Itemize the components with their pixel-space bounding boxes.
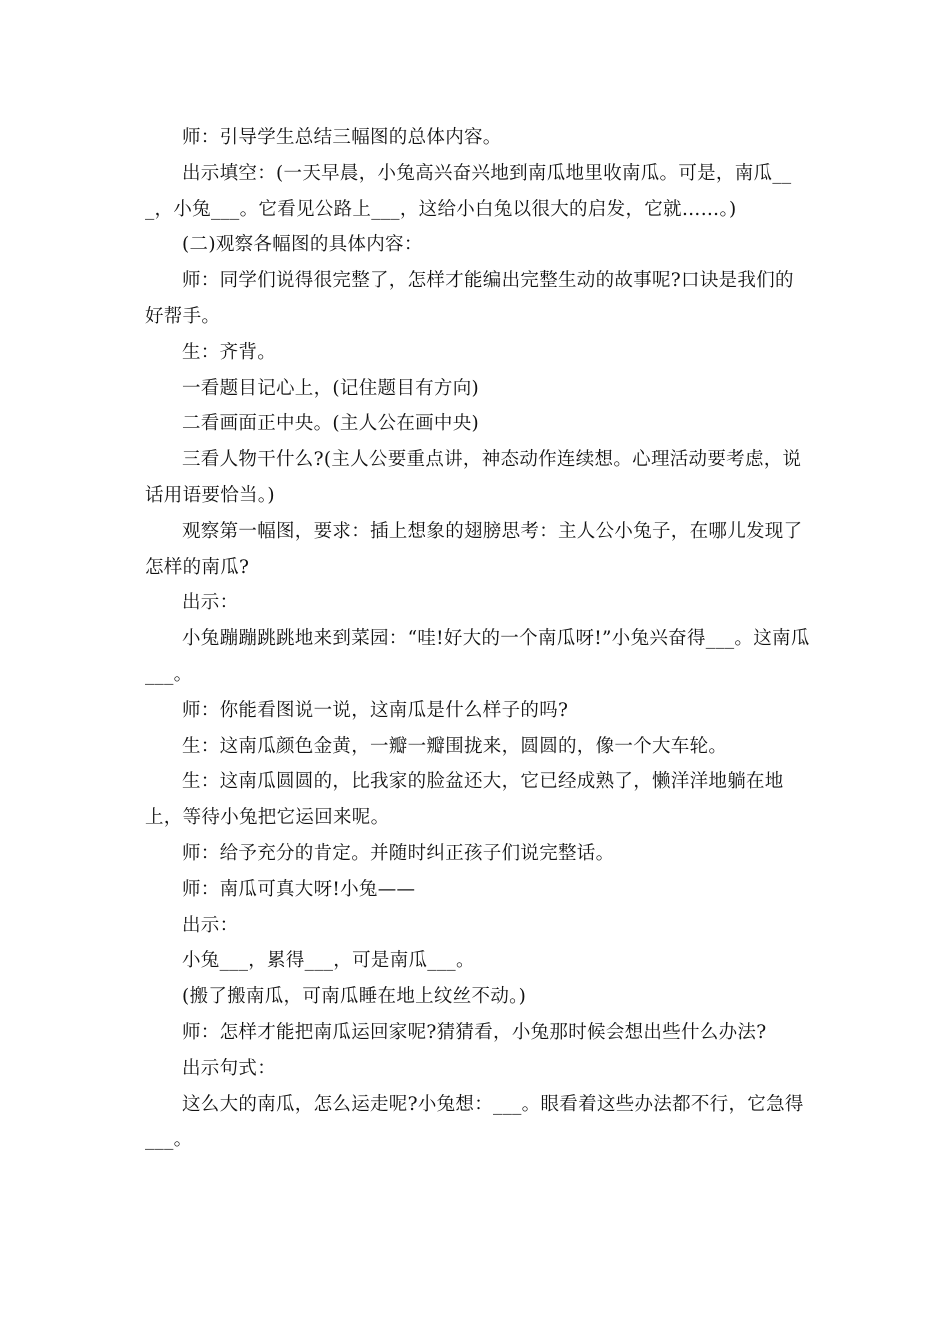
document-body [145, 120, 810, 1158]
paragraph: (二)观察各幅图的具体内容： [182, 234, 423, 256]
paragraph: 出示： [182, 914, 239, 936]
paragraph: 一看题目记心上，(记住题目有方向) [182, 377, 480, 399]
paragraph: 师：怎样才能把南瓜运回家呢?猜猜看，小兔那时候会想出些什么办法? [182, 1021, 767, 1043]
paragraph: 小兔蹦蹦跳跳地来到菜园：“哇!好大的一个南瓜呀!”小兔兴奋得___。这南瓜___。 [145, 628, 810, 685]
paragraph: 出示： [182, 592, 239, 614]
paragraph: 这么大的南瓜，怎么运走呢?小兔想：___。眼看着这些办法都不行，它急得___。 [145, 1093, 804, 1151]
paragraph: 出示句式： [182, 1057, 277, 1079]
paragraph: 师：你能看图说一说，这南瓜是什么样子的吗? [182, 699, 569, 721]
paragraph: (搬了搬南瓜，可南瓜睡在地上纹丝不动。) [182, 986, 527, 1008]
paragraph: 生：齐背。 [182, 341, 277, 363]
paragraph: 小兔___，累得___，可是南瓜___。 [182, 950, 475, 972]
paragraph: 出示填空：(一天早晨，小兔高兴奋兴地到南瓜地里收南瓜。可是，南瓜___，小兔___。它看见公路上___，这给小白兔以很大的启发，它就……。) [145, 162, 792, 220]
paragraph: 师：同学们说得很完整了，怎样才能编出完整生动的故事呢?口诀是我们的好帮手。 [145, 270, 794, 327]
paragraph: 师：引导学生总结三幅图的总体内容。 [182, 127, 502, 148]
paragraph: 观察第一幅图，要求：插上想象的翅膀思考：主人公小兔子，在哪儿发现了怎样的南瓜? [145, 520, 803, 578]
paragraph: 师：给予充分的肯定。并随时纠正孩子们说完整话。 [182, 842, 615, 864]
paragraph: 三看人物干什么?(主人公要重点讲，神态动作连续想。心理活动要考虑，说话用语要恰当。) [145, 449, 802, 506]
paragraph: 师：南瓜可真大呀!小兔—— [182, 878, 416, 900]
paragraph: 生：这南瓜圆圆的，比我家的脸盆还大，它已经成熟了，懒洋洋地躺在地上，等待小兔把它运回来呢。 [145, 771, 784, 829]
paragraph: 二看画面正中央。(主人公在画中央) [182, 413, 480, 435]
paragraph: 生：这南瓜颜色金黄，一瓣一瓣围拢来，圆圆的，像一个大车轮。 [182, 735, 728, 757]
